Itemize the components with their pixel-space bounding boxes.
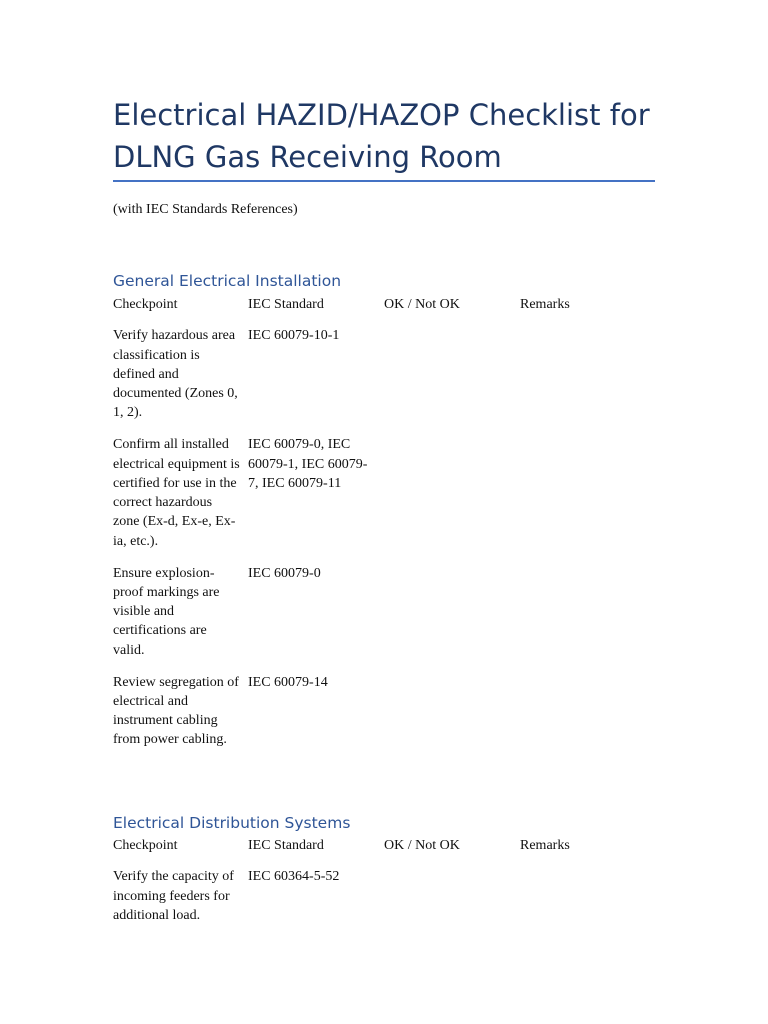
column-header-remarks: Remarks xyxy=(520,297,570,312)
table-row xyxy=(113,867,655,925)
table-row xyxy=(113,564,655,660)
checklist-table-general xyxy=(113,295,655,762)
remarks-cell[interactable] xyxy=(520,435,655,551)
status-cell[interactable] xyxy=(384,673,520,750)
remarks-cell[interactable] xyxy=(520,673,655,750)
checkpoint-cell: Confirm all installed electrical equipment is certified for use in the correct hazardous zone (Ex-d, Ex-e, Ex-ia, etc.). xyxy=(113,437,240,549)
title-underline xyxy=(113,180,655,182)
column-header-status: OK / Not OK xyxy=(384,297,460,312)
remarks-cell[interactable] xyxy=(520,564,655,660)
table-header-row xyxy=(113,295,655,314)
iec-standard-cell: IEC 60079-0, IEC 60079-1, IEC 60079-7, IEC 60079-11 xyxy=(248,437,368,491)
table-row xyxy=(113,435,655,551)
column-header-checkpoint: Checkpoint xyxy=(113,297,178,312)
checkpoint-cell: Ensure explosion-proof markings are visible and certifications are valid. xyxy=(113,565,220,658)
status-cell[interactable] xyxy=(384,326,520,422)
iec-standard-cell: IEC 60079-10-1 xyxy=(248,328,340,344)
table-row xyxy=(113,326,655,422)
column-header-iec-standard: IEC Standard xyxy=(248,838,324,853)
column-header-iec-standard: IEC Standard xyxy=(248,297,324,312)
iec-standard-cell: IEC 60079-0 xyxy=(248,565,321,581)
document-subtitle: (with IEC Standards References) xyxy=(113,202,298,217)
section-heading-general: General Electrical Installation xyxy=(113,272,342,290)
checkpoint-cell: Verify hazardous area classification is defined and documented (Zones 0, 1, 2). xyxy=(113,328,238,421)
iec-standard-cell: IEC 60079-14 xyxy=(248,674,328,690)
iec-standard-cell: IEC 60364-5-52 xyxy=(248,869,340,885)
remarks-cell[interactable] xyxy=(520,326,655,422)
column-header-status: OK / Not OK xyxy=(384,838,460,853)
column-header-checkpoint: Checkpoint xyxy=(113,838,178,853)
section-heading-distribution: Electrical Distribution Systems xyxy=(113,814,351,832)
table-header-row xyxy=(113,836,655,855)
checkpoint-cell: Review segregation of electrical and instrument cabling from power cabling. xyxy=(113,674,239,748)
status-cell[interactable] xyxy=(384,564,520,660)
table-row xyxy=(113,673,655,750)
status-cell[interactable] xyxy=(384,435,520,551)
document-title: Electrical HAZID/HAZOP Checklist for DLNG Gas Receiving Room xyxy=(113,98,650,174)
checkpoint-cell: Verify the capacity of incoming feeders for additional load. xyxy=(113,869,234,923)
remarks-cell[interactable] xyxy=(520,867,655,925)
column-header-remarks: Remarks xyxy=(520,838,570,853)
checklist-table-distribution xyxy=(113,836,655,938)
status-cell[interactable] xyxy=(384,867,520,925)
